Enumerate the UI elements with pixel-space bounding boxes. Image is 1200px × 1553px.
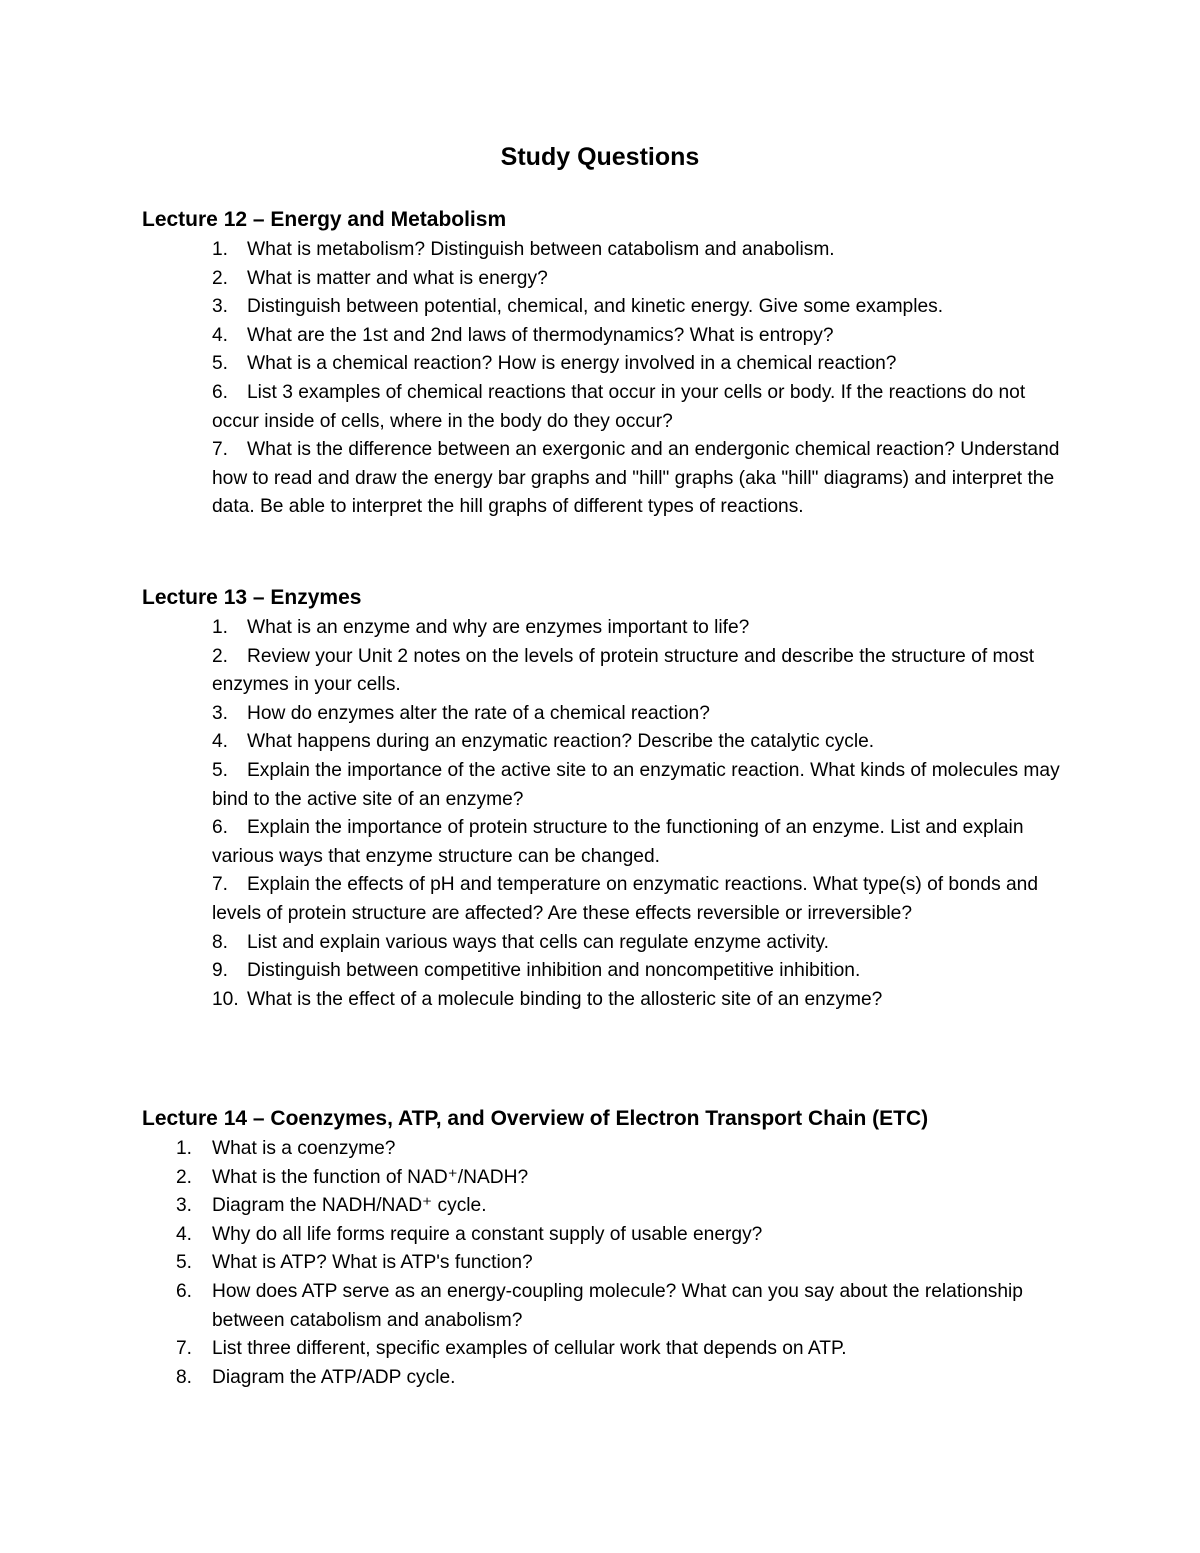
question-number: 2. — [176, 1166, 193, 1188]
list-item — [142, 1221, 1062, 1250]
question-text: Explain the importance of protein structure to the functioning of an enzyme. List and explain various ways that enzyme structure can be changed. — [212, 817, 1024, 867]
list-item — [142, 1335, 1062, 1364]
question-number: 2. — [212, 267, 229, 289]
question-number: 5. — [212, 353, 229, 375]
question-number: 4. — [176, 1223, 193, 1245]
question-text: List three different, specific examples of cellular work that depends on ATP. — [212, 1338, 847, 1360]
question-text: Distinguish between competitive inhibition and noncompetitive inhibition. — [247, 960, 861, 982]
question-number: 3. — [212, 296, 229, 318]
question-number: 6. — [176, 1280, 193, 1302]
question-number: 1. — [212, 617, 229, 638]
question-number: 5. — [212, 759, 229, 781]
question-text: What is metabolism? Distinguish between catabolism and anabolism. — [247, 239, 835, 260]
list-item — [142, 322, 1062, 351]
list-item — [142, 1192, 1062, 1221]
question-text: What is matter and what is energy? — [247, 267, 548, 289]
question-text: What is ATP? What is ATP's function? — [212, 1252, 533, 1274]
question-text: What is a coenzyme? — [212, 1138, 396, 1159]
question-number: 7. — [212, 874, 229, 896]
question-number: 10. — [212, 988, 239, 1010]
question-text: What happens during an enzymatic reaction? Describe the catalytic cycle. — [247, 731, 875, 753]
question-text: Distinguish between potential, chemical, and kinetic energy. Give some examples. — [247, 296, 944, 318]
question-list — [142, 236, 1062, 522]
list-item — [142, 757, 1062, 814]
question-list — [142, 614, 1062, 1014]
list-item — [142, 929, 1062, 958]
question-text: What is a chemical reaction? How is energy involved in a chemical reaction? — [247, 353, 897, 375]
question-text: What is the difference between an exergonic and an endergonic chemical reaction? Understand how to read and draw the energy bar graphs and "hill" graphs (aka "hill" diagrams) and interpret the data. Be able to interpret the hill graphs of different types of reactions. — [212, 439, 1060, 518]
question-text: What is the function of NAD⁺/NADH? — [212, 1166, 529, 1188]
list-item — [142, 265, 1062, 294]
section-lecture-14 — [142, 1105, 1062, 1392]
question-text: What are the 1st and 2nd laws of thermodynamics? What is entropy? — [247, 324, 834, 346]
question-number: 5. — [176, 1252, 193, 1274]
list-item — [142, 1364, 1062, 1393]
section-heading: Lecture 13 – Enzymes — [142, 586, 362, 609]
question-list — [142, 1135, 1062, 1392]
section-heading: Lecture 14 – Coenzymes, ATP, and Overview of Electron Transport Chain (ETC) — [142, 1107, 929, 1130]
list-item — [142, 614, 1062, 643]
question-number: 8. — [176, 1366, 193, 1388]
question-text: Review your Unit 2 notes on the levels of protein structure and describe the structure of most enzymes in your cells. — [212, 645, 1035, 696]
list-item — [142, 700, 1062, 729]
question-number: 4. — [212, 731, 229, 753]
question-number: 7. — [176, 1338, 193, 1360]
page-title: Study Questions — [500, 143, 700, 171]
list-item — [142, 436, 1062, 522]
question-text: Diagram the NADH/NAD⁺ cycle. — [212, 1195, 487, 1217]
list-item — [142, 814, 1062, 871]
question-text: How does ATP serve as an energy-coupling molecule? What can you say about the relationship between catabolism and anabolism? — [212, 1280, 1023, 1331]
question-number: 1. — [212, 239, 229, 260]
list-item — [142, 643, 1062, 700]
question-number: 9. — [212, 960, 229, 982]
question-number: 3. — [212, 702, 229, 724]
list-item — [142, 1278, 1062, 1335]
question-text: List 3 examples of chemical reactions that occur in your cells or body. If the reactions do not occur inside of cells, where in the body do they occur? — [212, 381, 1026, 432]
section-lecture-12 — [142, 206, 1062, 522]
question-text: Diagram the ATP/ADP cycle. — [212, 1366, 456, 1388]
section-heading: Lecture 12 – Energy and Metabolism — [142, 208, 507, 231]
question-number: 1. — [176, 1138, 193, 1159]
list-item — [142, 957, 1062, 986]
list-item — [142, 350, 1062, 379]
question-number: 2. — [212, 645, 229, 667]
list-item — [142, 728, 1062, 757]
section-lecture-13 — [142, 584, 1062, 1014]
list-item — [142, 379, 1062, 436]
list-item — [142, 1249, 1062, 1278]
question-number: 4. — [212, 324, 229, 346]
list-item — [142, 986, 1062, 1015]
question-text: List and explain various ways that cells can regulate enzyme activity. — [247, 931, 829, 953]
list-item — [142, 871, 1062, 928]
question-text: Explain the importance of the active site to an enzymatic reaction. What kinds of molecules may bind to the active site of an enzyme? — [212, 759, 1060, 810]
list-item — [142, 236, 1062, 265]
question-text: What is an enzyme and why are enzymes important to life? — [247, 617, 750, 638]
list-item — [142, 1135, 1062, 1164]
question-text: What is the effect of a molecule binding to the allosteric site of an enzyme? — [247, 988, 883, 1010]
question-text: How do enzymes alter the rate of a chemical reaction? — [247, 702, 710, 724]
question-number: 8. — [212, 931, 229, 953]
list-item — [142, 293, 1062, 322]
list-item — [142, 1164, 1062, 1193]
question-number: 6. — [212, 817, 229, 839]
question-text: Why do all life forms require a constant supply of usable energy? — [212, 1223, 763, 1245]
question-number: 7. — [212, 439, 229, 461]
question-text: Explain the effects of pH and temperature on enzymatic reactions. What type(s) of bonds and levels of protein structure are affected? Are these effects reversible or irreversible? — [212, 874, 1039, 924]
question-number: 6. — [212, 381, 229, 403]
question-number: 3. — [176, 1195, 193, 1217]
